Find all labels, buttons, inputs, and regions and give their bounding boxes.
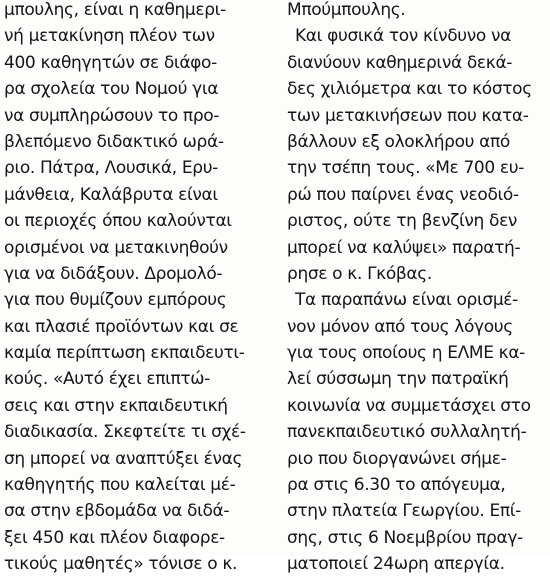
text-line: διανύουν καθημερινά δεκά-: [287, 52, 513, 73]
text-line: οι περιοχές όπου καλούνται: [4, 211, 232, 232]
paragraph-start-line: Τα παραπάνω είναι ορισμέ-: [295, 290, 518, 311]
text-line: κούς. «Αυτό έχει επιπτώ-: [4, 369, 210, 390]
text-line: σα στην εβδομάδα να διδά-: [4, 501, 230, 522]
text-line: δες χιλιόμετρα και το κόστος: [287, 79, 532, 100]
text-line: για τους οποίους η ΕΛΜΕ κα-: [287, 343, 525, 364]
text-line: μάνθεια, Καλάβρυτα είναι: [4, 184, 218, 205]
text-line: να συμπληρώσουν το προ-: [4, 105, 220, 126]
text-line: των μετακινήσεων που κατα-: [287, 105, 529, 126]
text-line: σης, στις 6 Νοεμβρίου πραγ-: [287, 527, 523, 548]
text-line: βλεπόμενο διδακτικό ωρά-: [4, 131, 224, 152]
text-line: ρησε ο κ. Γκόβας.: [287, 263, 432, 284]
text-line: ριο. Πάτρα, Λουσικά, Ερυ-: [4, 158, 218, 179]
text-line: διαδικασία. Σκεφτείτε τι σχέ-: [4, 422, 246, 443]
text-line: καθηγητής που καλείται μέ-: [4, 475, 236, 496]
text-line: νή μετακίνηση πλέον των: [4, 26, 215, 47]
text-line: νον μόνον από τους λόγους: [287, 316, 513, 337]
text-line: και πλασιέ προϊόντων και σε: [4, 316, 239, 337]
text-line: βάλλουν εξ ολοκλήρου από: [287, 131, 510, 152]
article-column-right: [287, 0, 549, 578]
text-line: καμία περίπτωση εκπαιδευτι-: [4, 343, 245, 364]
text-line: για να διδάξουν. Δρομολό-: [4, 263, 223, 284]
article-column-left: [4, 0, 270, 578]
text-line: Μπούμπουλης.: [287, 0, 406, 20]
text-line: 400 καθηγητών σε διάφο-: [4, 52, 217, 73]
text-line: ριστος, ούτε τη βενζίνη δεν: [287, 211, 518, 232]
text-line: ριο που διοργανώνει σήμε-: [287, 448, 507, 469]
text-line: λεί σύσσωμη την πατραϊκή: [287, 369, 509, 390]
text-line: για που θυμίζουν εμπόρους: [4, 290, 227, 311]
paragraph-start-line: Και φυσικά τον κίνδυνο να: [295, 26, 512, 47]
text-line: μπορεί να καλύψει» παρατή-: [287, 237, 521, 258]
text-line: ορισμένοι να μετακινηθούν: [4, 237, 228, 258]
text-line: ρώ που παίρνει ένας νεοδιό-: [287, 184, 519, 205]
text-line: ση μπορεί να αναπτύξει ένας: [4, 448, 243, 469]
text-line: τικούς μαθητές» τόνισε ο κ.: [4, 554, 238, 575]
text-line: ματοποιεί 24ωρη απεργία.: [287, 554, 505, 575]
text-line: την τσέπη τους. «Με 700 ευ-: [287, 158, 525, 179]
text-line: ξει 450 και πλέον διαφορε-: [4, 527, 225, 548]
text-line: πανεκπαιδευτικό συλλαλητή-: [287, 422, 527, 443]
text-line: σεις και στην εκπαιδευτική: [4, 395, 228, 416]
text-line: ρα σχολεία του Νομού για: [4, 79, 219, 100]
text-line: στην πλατεία Γεωργίου. Επί-: [287, 501, 521, 522]
text-line: κοινωνία να συμμετάσχει στο: [287, 395, 531, 416]
text-line: ρα στις 6.30 το απόγευμα,: [287, 475, 506, 496]
text-line: μπουλης, είναι η καθημερι-: [4, 0, 226, 20]
